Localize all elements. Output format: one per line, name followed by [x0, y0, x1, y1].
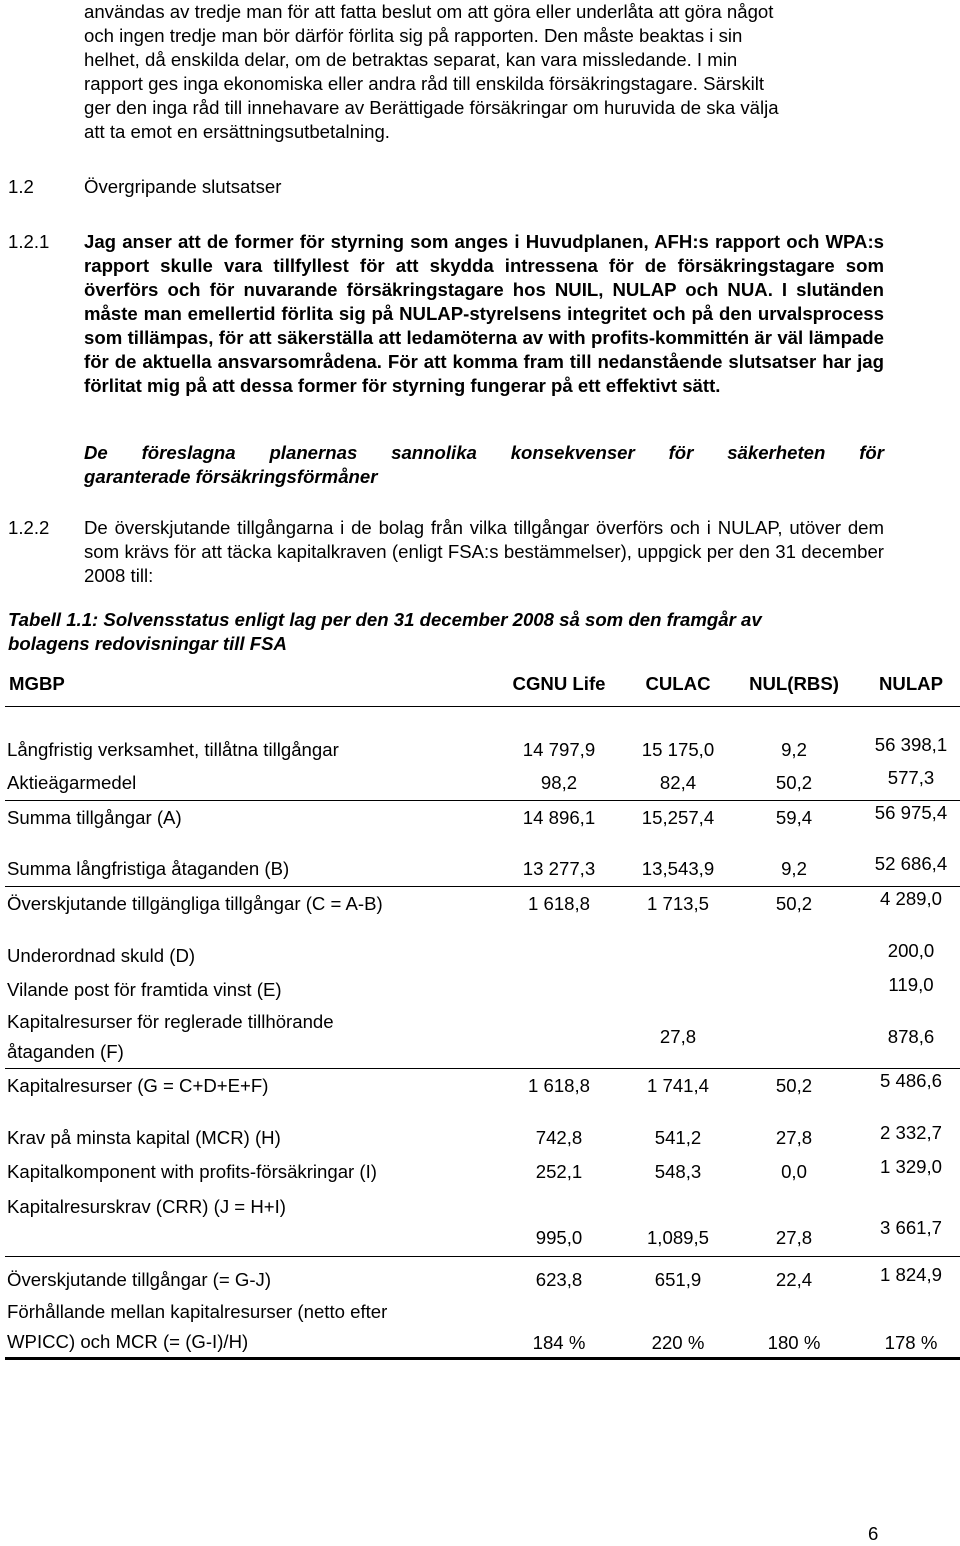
header-cell: NULAP — [878, 673, 944, 694]
row-label: Aktieägarmedel — [7, 772, 137, 794]
cell-nulap: 5 486,6 — [849, 1064, 960, 1098]
cell-culac: 15 175,0 — [617, 707, 739, 767]
row-label: Överskjutande tillgängliga tillgångar (C = A-B) — [5, 887, 501, 921]
cell-culac: 1 741,4 — [617, 1069, 739, 1103]
table-row — [5, 1121, 960, 1155]
cell-nulap: 178 % — [849, 1297, 960, 1359]
cell-cgnu — [501, 1007, 617, 1069]
section-heading — [8, 175, 281, 199]
row-label-cell — [5, 1297, 501, 1359]
section-number: 1.2 — [8, 176, 34, 197]
subheading — [84, 441, 884, 489]
cell-nulap: 2 332,7 — [879, 1121, 943, 1143]
cell-nulrbs: 50,2 — [775, 772, 813, 794]
table-row — [5, 1069, 960, 1103]
row-label: Underordnad skuld (D) — [7, 944, 196, 966]
intro-line: och ingen tredje man bör därför förlita sig på rapporten. Den måste beaktas i sin — [84, 25, 743, 46]
table-row — [5, 767, 960, 801]
cell-culac: 15,257,4 — [617, 801, 739, 835]
cell-nulap: 878,6 — [887, 1026, 935, 1048]
cell-nulrbs: 180 % — [739, 1297, 849, 1359]
table-row — [5, 801, 960, 835]
table-row — [5, 1257, 960, 1297]
row-label: Kapitalresurskrav (CRR) (J = H+I) — [7, 1195, 286, 1217]
spacer-row — [5, 1103, 960, 1121]
cell-nulrbs — [739, 939, 849, 973]
cell-nulrbs — [739, 973, 849, 1007]
cell-nulrbs: 22,4 — [739, 1257, 849, 1297]
cell-cgnu: 14 896,1 — [501, 801, 617, 835]
cell-culac — [617, 973, 739, 1007]
table-row — [5, 707, 960, 767]
header-cell: CGNU Life — [512, 673, 606, 694]
cell-nulrbs: 9,2 — [739, 707, 849, 767]
cell-culac: 548,3 — [654, 1160, 702, 1182]
section-title: Övergripande slutsatser — [84, 176, 282, 197]
cell-cgnu: 252,1 — [535, 1160, 583, 1182]
cell-nulrbs — [739, 1007, 849, 1069]
paragraph-number: 1.2.2 — [8, 517, 50, 538]
row-label: Förhållande mellan kapitalresurser (netto efter — [7, 1300, 388, 1322]
cell-cgnu: 1 618,8 — [501, 1069, 617, 1103]
cell-cgnu: 14 797,9 — [501, 707, 617, 767]
cell-nulap: 119,0 — [888, 973, 934, 995]
cell-nulrbs: 9,2 — [781, 858, 807, 880]
intro-line: ger den inga råd till innehavare av Berättigade försäkringar om huruvida de ska välja — [84, 97, 779, 118]
cell-nulap: 56 398,1 — [849, 707, 960, 767]
cell-nulrbs: 50,2 — [739, 1069, 849, 1103]
table-row — [5, 853, 960, 887]
cell-culac: 220 % — [617, 1297, 739, 1359]
table-row — [5, 939, 960, 973]
header-cell: NUL(RBS) — [749, 673, 839, 694]
header-cell: CULAC — [645, 673, 711, 694]
cell-nulap: 1 824,9 — [849, 1252, 960, 1292]
cell-cgnu: 13 277,3 — [522, 858, 596, 880]
table-caption-line-1: Tabell 1.1: Solvensstatus enligt lag per den 31 december 2008 så som den framgår av — [8, 609, 762, 630]
table-header-row — [5, 662, 960, 707]
table-row — [5, 1189, 960, 1257]
cell-nulrbs: 0,0 — [781, 1160, 807, 1182]
cell-cgnu — [501, 973, 617, 1007]
cell-culac: 27,8 — [659, 1026, 697, 1048]
cell-cgnu: 184 % — [501, 1297, 617, 1359]
table-row — [5, 1297, 960, 1359]
cell-cgnu: 1 618,8 — [501, 887, 617, 921]
intro-line: helhet, då enskilda delar, om de betraktas separat, kan vara missledande. I min — [84, 49, 738, 70]
row-label: Summa långfristiga åtaganden (B) — [7, 858, 290, 880]
paragraph-text: De överskjutande tillgångarna i de bolag från vilka tillgångar överförs och i NULAP, utöver dem som krävs för att täcka kapitalkraven (enligt FSA:s bestämmelser), uppgick per den 31 december 2008 till: — [84, 517, 884, 586]
row-label: Vilande post för framtida vinst (E) — [7, 978, 282, 1000]
cell-culac: 13,543,9 — [641, 858, 715, 880]
cell-nulap: 200,0 — [887, 939, 935, 961]
solvency-table — [5, 662, 960, 1360]
cell-culac: 1,089,5 — [646, 1227, 710, 1248]
table-row — [5, 1155, 960, 1189]
cell-nulrbs: 27,8 — [775, 1227, 813, 1248]
row-label-line-2: WPICC) och MCR (= (G-I)/H) — [7, 1330, 249, 1352]
cell-nulrbs: 59,4 — [739, 801, 849, 835]
cell-cgnu: 623,8 — [501, 1257, 617, 1297]
subheading-line-1: De föreslagna planernas sannolika konsekvenser för säkerheten för — [84, 442, 884, 463]
row-label: Kapitalresurser för reglerade tillhörande — [7, 1011, 334, 1033]
cell-cgnu — [501, 939, 617, 973]
row-label: Långfristig verksamhet, tillåtna tillgångar — [5, 707, 501, 767]
spacer-row — [5, 921, 960, 939]
cell-nulap: 56 975,4 — [849, 796, 960, 830]
row-label-line-2: åtaganden (F) — [7, 1041, 124, 1063]
table-row — [5, 1007, 960, 1069]
paragraph-text: Jag anser att de former för styrning som anges i Huvudplanen, AFH:s rapport och WPA:s rapport skulle vara tillfyllest för att skydda intressena för de försäkringstagare som överförs och för nuvarande försäkringstagare hos NUIL, NULAP och NUA. I slutänden måste man emellertid förlita sig på NULAP-styrelsens integritet och på den urvalsprocess som tillämpas, för att säkerställa att ledamöterna av with profits-kommittén är väl lämpade för de aktuella ansvarsområdena. För att komma fram till nedanstående slutsatser har jag förlitat mig på att dessa former för styrning fungerar på ett effektivt sätt. — [84, 231, 884, 396]
paragraph-number: 1.2.1 — [8, 231, 50, 252]
table-row — [5, 973, 960, 1007]
cell-culac: 541,2 — [654, 1126, 702, 1148]
cell-culac: 1 713,5 — [617, 887, 739, 921]
row-label: Kapitalresurser (G = C+D+E+F) — [5, 1069, 501, 1103]
cell-nulap: 52 686,4 — [874, 853, 948, 875]
page-number: 6 — [868, 1523, 879, 1544]
cell-culac: 651,9 — [617, 1257, 739, 1297]
row-label: Summa tillgångar (A) — [5, 801, 501, 835]
cell-cgnu: 98,2 — [540, 772, 578, 794]
row-label: Krav på minsta kapital (MCR) (H) — [7, 1126, 281, 1148]
cell-nulrbs: 50,2 — [739, 887, 849, 921]
header-cell: MGBP — [9, 673, 65, 694]
intro-paragraph — [84, 0, 884, 144]
table-caption — [8, 608, 908, 656]
cell-nulrbs: 27,8 — [775, 1126, 813, 1148]
table-caption-line-2: bolagens redovisningar till FSA — [8, 633, 287, 654]
row-label-cell — [5, 1007, 501, 1069]
intro-line: rapport ges inga ekonomiska eller andra råd till enskilda försäkringstagare. Särskilt — [84, 73, 765, 94]
intro-line: användas av tredje man för att fatta beslut om att göra eller underlåta att göra något — [84, 1, 774, 22]
row-label: Överskjutande tillgångar (= G-J) — [5, 1257, 501, 1297]
cell-cgnu: 995,0 — [535, 1227, 583, 1248]
intro-line: att ta emot en ersättningsutbetalning. — [84, 121, 390, 142]
cell-nulap: 1 329,0 — [879, 1155, 943, 1177]
subheading-line-2: garanterade försäkringsförmåner — [84, 466, 378, 487]
cell-nulap: 3 661,7 — [879, 1217, 943, 1238]
cell-culac: 82,4 — [659, 772, 697, 794]
cell-culac — [617, 939, 739, 973]
row-label: Kapitalkomponent with profits-försäkringar (I) — [7, 1160, 377, 1182]
cell-nulap: 4 289,0 — [849, 882, 960, 916]
spacer-row — [5, 835, 960, 853]
cell-nulap: 577,3 — [887, 767, 935, 789]
cell-cgnu: 742,8 — [535, 1126, 583, 1148]
table-row — [5, 887, 960, 921]
